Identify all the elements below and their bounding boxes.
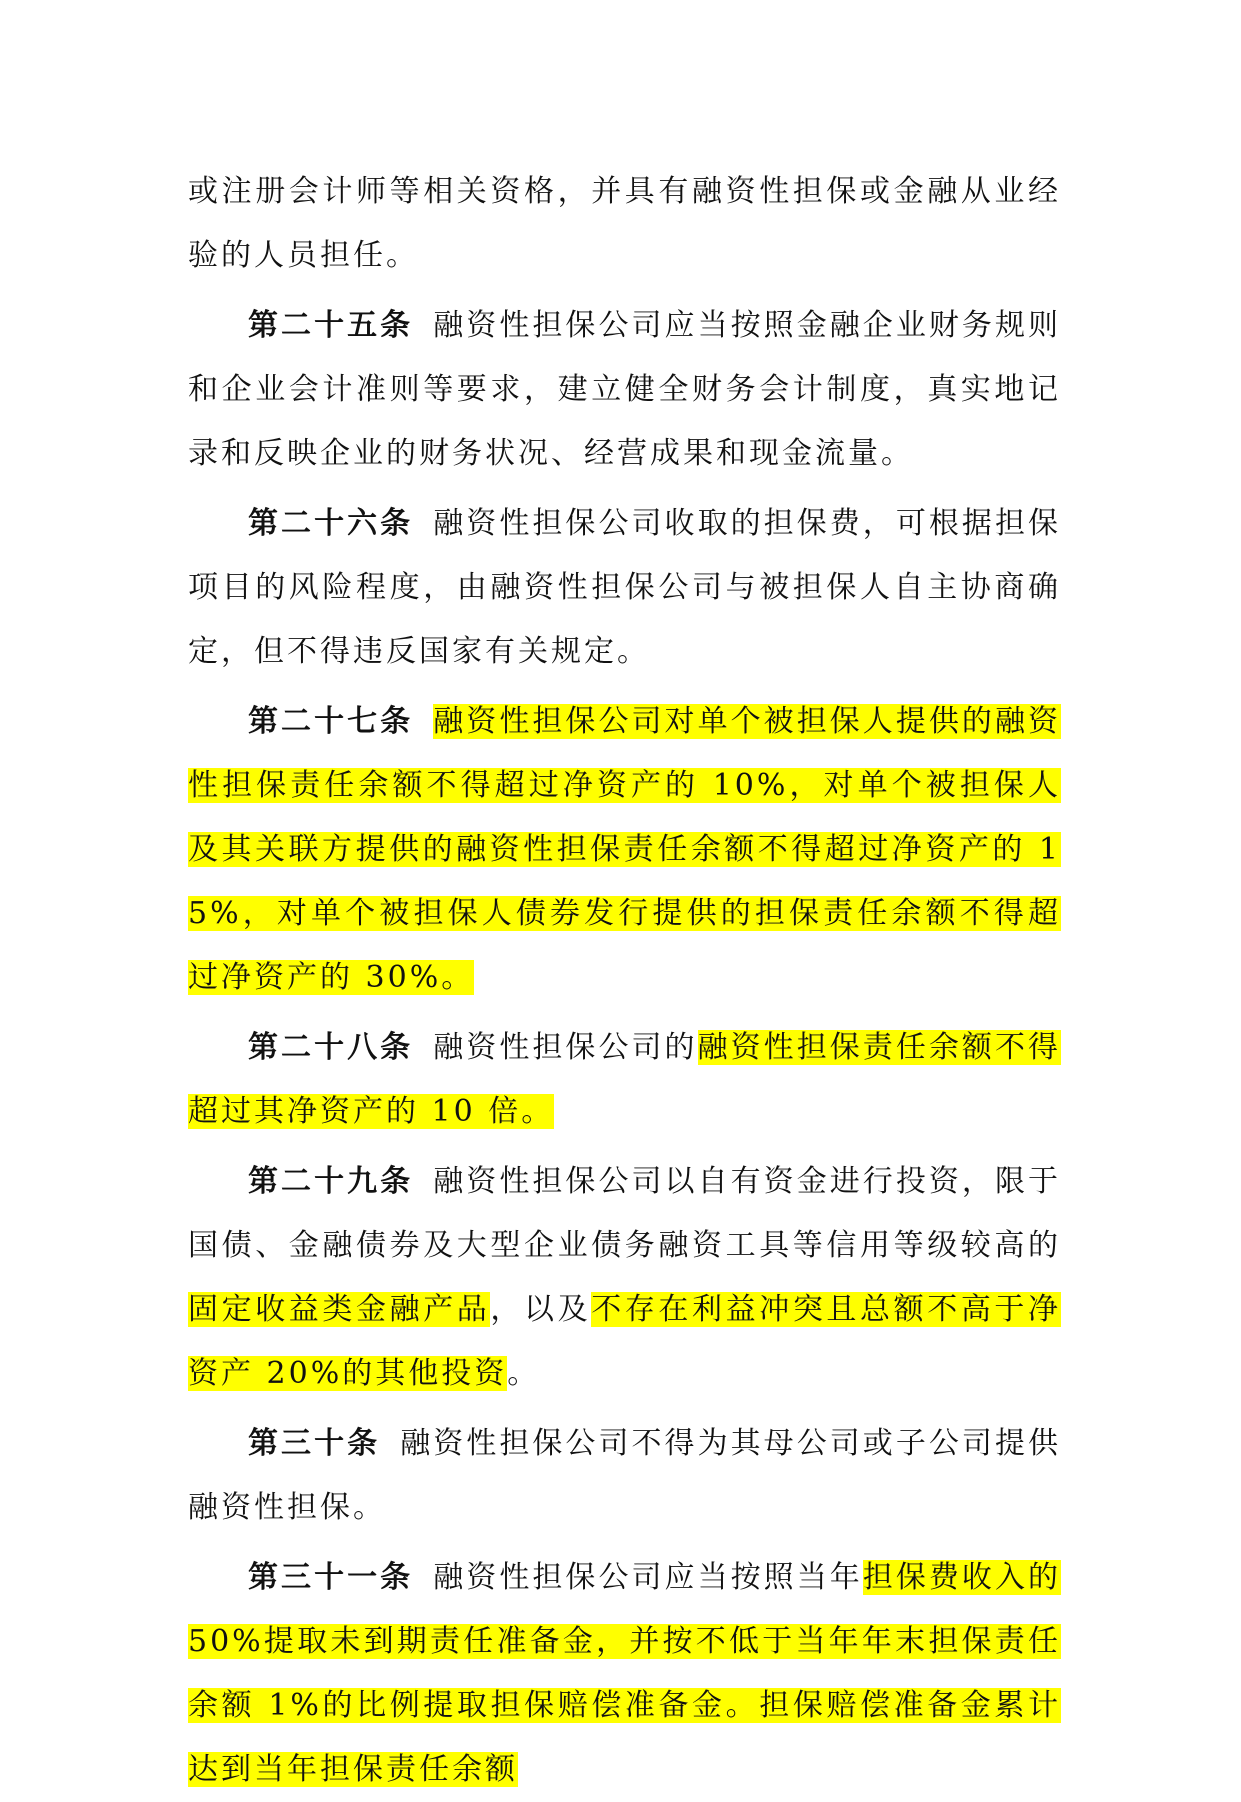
highlighted-text: 融资性担保公司对单个被担保人提供的融资性担保责任余额不得超过净资产的 10%，对单个被担保人及其关联方提供的融资性担保责任余额不得超过净资产的 15%，对单个被担保人债券发行提供的担保责任余额不得超过净资产的 30%。: [188, 704, 1062, 995]
article-paragraph: [188, 492, 1061, 684]
article-paragraph: [188, 1016, 1061, 1144]
highlighted-text: 不存在利益冲突且总额不高于净资产 20%的其他投资: [188, 1292, 1062, 1391]
article-number: 第三十条: [248, 1426, 381, 1461]
article-paragraph: [188, 690, 1061, 1010]
article-text: 融资性担保公司应当按照金融企业财务规则和企业会计准则等要求，建立健全财务会计制度，真实地记录和反映企业的财务状况、经营成果和现金流量。: [188, 308, 1062, 471]
article-text: 。: [507, 1356, 541, 1391]
highlighted-text: 融资性担保责任余额不得超过其净资产的 10 倍。: [188, 1030, 1062, 1129]
article-text: 融资性担保公司应当按照当年: [433, 1560, 863, 1595]
highlighted-text: 担保费收入的 50%提取未到期责任准备金，并按不低于当年年末担保责任余额 1%的比例提取担保赔偿准备金。担保赔偿准备金累计达到当年担保责任余额: [188, 1560, 1062, 1787]
article-number: 第二十七条: [248, 704, 414, 739]
article-number: 第三十一条: [248, 1560, 414, 1595]
article-paragraph: [188, 160, 1061, 288]
article-number: 第二十六条: [248, 506, 414, 541]
article-text: 或注册会计师等相关资格，并具有融资性担保或金融从业经验的人员担任。: [188, 174, 1061, 273]
article-paragraph: [188, 1546, 1061, 1802]
article-text: 融资性担保公司不得为其母公司或子公司提供融资性担保。: [188, 1426, 1062, 1525]
article-number: 第二十八条: [248, 1030, 414, 1065]
article-number: 第二十九条: [248, 1164, 414, 1199]
article-text: 融资性担保公司以自有资金进行投资，限于国债、金融债券及大型企业债务融资工具等信用等级较高的: [188, 1164, 1062, 1263]
article-paragraph: [188, 294, 1061, 486]
highlighted-text: 固定收益类金融产品: [188, 1292, 491, 1327]
article-number: 第二十五条: [248, 308, 414, 343]
article-text: 融资性担保公司的: [433, 1030, 698, 1065]
article-text: ，以及: [490, 1292, 592, 1327]
article-paragraph: [188, 1412, 1061, 1540]
article-text: 融资性担保公司收取的担保费，可根据担保项目的风险程度，由融资性担保公司与被担保人自主协商确定，但不得违反国家有关规定。: [188, 506, 1062, 669]
article-paragraph: [188, 1150, 1061, 1406]
document-body: [188, 160, 1061, 1802]
